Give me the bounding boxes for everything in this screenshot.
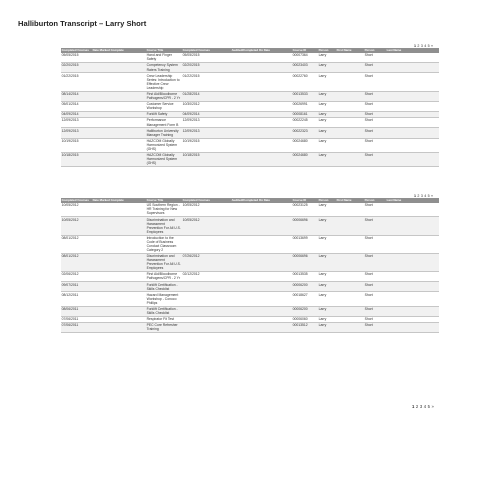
spacer-cell — [386, 101, 439, 111]
spacer-cell — [92, 282, 146, 292]
course-title-cell[interactable]: PEC Core Refresher Training — [146, 323, 182, 333]
table-row — [61, 138, 439, 152]
date-marked-complete-cell: 08/12/2011 — [61, 292, 92, 306]
column-header[interactable]: Last Name — [386, 48, 439, 53]
course-title-cell[interactable]: Forklift Certification - Skills Checklist — [146, 306, 182, 316]
last-name-cell: Short — [364, 73, 386, 91]
date-marked-complete-cell: 12/09/2013 — [61, 118, 92, 128]
column-header[interactable]: Completed Courses — [182, 48, 231, 53]
spacer-cell — [386, 306, 439, 316]
table-row — [61, 235, 439, 253]
completed-date-cell: 12/09/2013 — [182, 128, 231, 138]
spacer-cell — [336, 138, 364, 152]
spacer-cell — [92, 63, 146, 73]
last-name-cell: Short — [364, 91, 386, 101]
pager-next-link[interactable]: » — [431, 404, 435, 409]
first-name-cell: Larry — [318, 217, 336, 235]
spacer-cell — [231, 235, 292, 253]
first-name-cell: Larry — [318, 63, 336, 73]
course-id-cell: 00023125 — [292, 203, 318, 217]
course-id-cell: 00024680 — [292, 138, 318, 152]
course-title-cell[interactable]: Discrimination and Harassment Prevention For All U.S. Employees — [146, 254, 181, 271]
spacer-cell — [92, 235, 146, 253]
spacer-cell — [386, 292, 439, 306]
spacer-cell — [92, 203, 146, 217]
column-header[interactable]: Course Title — [146, 198, 182, 203]
course-id-cell: 00013699 — [292, 235, 318, 253]
spacer-cell — [336, 203, 364, 217]
spacer-cell — [386, 152, 439, 166]
course-id-cell: 00024680 — [292, 152, 318, 166]
first-name-cell: Larry — [318, 118, 336, 128]
pager-page-4[interactable]: 4 — [424, 44, 427, 48]
pager-page-3[interactable]: 3 — [420, 44, 424, 48]
spacer-cell — [92, 323, 146, 333]
table-row — [61, 91, 439, 101]
table-row — [61, 272, 439, 282]
first-name-cell: Larry — [318, 272, 336, 282]
course-id-cell: 00023403 — [292, 63, 318, 73]
table-row — [61, 253, 439, 271]
date-marked-complete-cell: 10/05/2012 — [61, 203, 92, 217]
course-title-cell[interactable]: Performance Management Form B — [146, 118, 182, 128]
spacer-cell — [231, 272, 292, 282]
course-title-cell[interactable]: Hand and Finger Safety — [146, 53, 182, 63]
completed-date-cell — [182, 282, 231, 292]
course-title-cell[interactable]: US Southern Region - HR Training for New Supervisors — [146, 203, 182, 217]
course-id-cell: 00018627 — [292, 292, 318, 306]
spacer-cell — [231, 138, 292, 152]
course-id-cell: 00013512 — [292, 323, 318, 333]
pager-page-1[interactable]: 1 — [412, 404, 415, 409]
spacer-cell — [386, 63, 439, 73]
last-name-cell: Short — [364, 316, 386, 322]
spacer-cell — [231, 282, 292, 292]
last-name-cell: Short — [364, 203, 386, 217]
spacer-cell — [336, 128, 364, 138]
completed-date-cell: 02/12/2012 — [182, 272, 231, 282]
pager-page-5[interactable]: 5 — [427, 194, 430, 198]
last-name-cell: Short — [364, 128, 386, 138]
spacer-cell — [231, 203, 292, 217]
first-name-cell: Larry — [318, 235, 336, 253]
spacer-cell — [92, 73, 146, 91]
course-id-cell: 00006060 — [292, 316, 318, 322]
spacer-cell — [336, 91, 364, 101]
spacer-cell — [231, 152, 292, 166]
course-id-cell: 00008161 — [292, 112, 318, 118]
course-title-cell[interactable]: Crew Leadership Series: Introduction to Effective Crew Leadership — [146, 73, 182, 91]
last-name-cell: Short — [364, 282, 386, 292]
course-title-cell[interactable]: Competency System Raters Training — [146, 63, 182, 73]
table-row — [61, 101, 439, 111]
last-name-cell: Short — [364, 138, 386, 152]
pager-page-4[interactable]: 4 — [424, 194, 427, 198]
column-header[interactable]: Date Marked Complete — [92, 48, 146, 53]
completed-date-cell: 05/05/2015 — [182, 53, 231, 63]
date-marked-complete-cell: 05/05/2015 — [61, 53, 92, 63]
column-header[interactable]: Completed Courses — [61, 198, 92, 203]
spacer-cell — [231, 217, 292, 235]
column-header[interactable]: Date Marked Complete — [92, 198, 146, 203]
table-row — [61, 118, 439, 128]
pager-next-link[interactable]: » — [431, 44, 434, 48]
table-row — [61, 128, 439, 138]
pager-page-1[interactable]: 1 — [414, 194, 417, 198]
date-marked-complete-cell: 01/22/2015 — [61, 73, 92, 91]
date-marked-complete-cell: 04/09/2014 — [61, 112, 92, 118]
spacer-cell — [231, 128, 292, 138]
spacer-cell — [231, 101, 292, 111]
spacer-cell — [386, 282, 439, 292]
date-marked-complete-cell: 02/06/2012 — [61, 272, 92, 282]
spacer-cell — [231, 63, 292, 73]
spacer-cell — [386, 53, 439, 63]
first-name-cell: Larry — [318, 203, 336, 217]
date-marked-complete-cell: 12/09/2013 — [61, 128, 92, 138]
course-id-cell: 00007364 — [292, 53, 318, 63]
completed-date-cell: 10/19/2015 — [182, 138, 231, 152]
spacer-cell — [386, 128, 439, 138]
date-marked-complete-cell: 10/18/2015 — [61, 152, 92, 166]
spacer-cell — [336, 152, 364, 166]
course-id-cell: 00026991 — [292, 101, 318, 111]
completed-date-cell: 02/20/2015 — [182, 63, 231, 73]
course-id-cell: 00022245 — [292, 118, 318, 128]
course-title-cell[interactable]: Forklift Safety — [146, 112, 182, 118]
completed-date-cell — [182, 292, 231, 306]
course-id-cell: 00006696 — [292, 217, 318, 235]
course-title-cell[interactable]: First Aid/Bloodborne Pathogens/CPR - 2 Yr — [146, 272, 181, 281]
date-marked-complete-cell: 08/01/2012 — [61, 235, 92, 253]
pager-page-1[interactable]: 1 — [414, 44, 417, 48]
table-row — [61, 323, 439, 333]
pager-next-link[interactable]: » — [431, 194, 434, 198]
spacer-cell — [336, 323, 364, 333]
spacer-cell — [231, 53, 292, 63]
last-name-cell: Short — [364, 118, 386, 128]
last-name-cell: Short — [364, 272, 386, 282]
spacer-cell — [386, 235, 439, 253]
pager-page-4[interactable]: 4 — [423, 404, 427, 409]
spacer-cell — [386, 253, 439, 271]
spacer-cell — [336, 272, 364, 282]
pager-page-2[interactable]: 2 — [415, 404, 419, 409]
course-id-cell: 00022760 — [292, 73, 318, 91]
table-row — [61, 53, 439, 63]
pager-bottom[interactable] — [412, 404, 434, 409]
spacer-cell — [92, 91, 146, 101]
completed-date-cell: 10/18/2015 — [182, 152, 231, 166]
pager-page-5[interactable]: 5 — [427, 404, 431, 409]
transcript-table-1 — [61, 48, 439, 167]
completed-date-cell: 10/30/2012 — [182, 101, 231, 111]
spacer-cell — [386, 118, 439, 128]
first-name-cell: Larry — [318, 316, 336, 322]
first-name-cell: Larry — [318, 53, 336, 63]
spacer-cell — [231, 306, 292, 316]
spacer-cell — [336, 118, 364, 128]
last-name-cell: Short — [364, 292, 386, 306]
course-title-cell[interactable]: Introduction to the Code of Business Conduct Classroom Category 2 — [146, 235, 182, 253]
column-header[interactable]: Person — [318, 48, 336, 53]
last-name-cell: Short — [364, 306, 386, 316]
spacer-cell — [336, 292, 364, 306]
last-name-cell: Short — [364, 112, 386, 118]
transcript-table-2 — [61, 198, 439, 333]
spacer-cell — [336, 101, 364, 111]
spacer-cell — [231, 73, 292, 91]
spacer-cell — [336, 217, 364, 235]
course-title-cell[interactable]: Halliburton University Manager Training — [146, 128, 182, 138]
date-marked-complete-cell: 10/19/2015 — [61, 138, 92, 152]
spacer-cell — [231, 91, 292, 101]
spacer-cell — [92, 53, 146, 63]
column-header[interactable]: Last Name — [386, 198, 439, 203]
column-header[interactable]: Person — [318, 198, 336, 203]
spacer-cell — [231, 118, 292, 128]
course-title-cell[interactable]: Hazard Management Workshop - Conoco Phillips — [146, 292, 182, 306]
table-row — [61, 292, 439, 306]
column-header[interactable]: Course ID — [292, 198, 318, 203]
spacer-cell — [386, 73, 439, 91]
last-name-cell: Short — [364, 101, 386, 111]
table-row — [61, 63, 439, 73]
column-header[interactable]: Course Title — [146, 48, 182, 53]
spacer-cell — [231, 323, 292, 333]
course-title-cell[interactable]: HAZCOM Globally Harmonized System (GHS) — [146, 152, 182, 166]
spacer-cell — [92, 217, 146, 235]
first-name-cell: Larry — [318, 152, 336, 166]
spacer-cell — [231, 292, 292, 306]
date-marked-complete-cell: 10/05/2012 — [61, 217, 92, 235]
column-header[interactable]: Completed Courses — [182, 198, 231, 203]
first-name-cell: Larry — [318, 292, 336, 306]
spacer-cell — [92, 152, 146, 166]
date-marked-complete-cell: 08/14/2014 — [61, 91, 92, 101]
pager-page-2[interactable]: 2 — [417, 44, 420, 48]
spacer-cell — [92, 292, 146, 306]
date-marked-complete-cell: 07/06/2011 — [61, 323, 92, 333]
completed-date-cell: 07/26/2012 — [182, 253, 231, 271]
completed-date-cell: 04/09/2014 — [182, 112, 231, 118]
course-title-cell[interactable]: First Aid/Bloodborne Pathogens/CPR - 2 Yr — [146, 91, 181, 100]
column-header[interactable]: Audited/Completed On Date — [231, 198, 292, 203]
spacer-cell — [386, 203, 439, 217]
column-header[interactable]: Audited/Completed On Date — [231, 48, 292, 53]
spacer-cell — [336, 235, 364, 253]
date-marked-complete-cell: 07/06/2011 — [61, 316, 92, 322]
completed-date-cell: 10/05/2012 — [182, 203, 231, 217]
table-row — [61, 282, 439, 292]
spacer-cell — [92, 253, 146, 271]
spacer-cell — [92, 101, 146, 111]
course-title-cell[interactable]: Forklift Certification - Skills Checklist — [146, 282, 182, 292]
last-name-cell: Short — [364, 53, 386, 63]
completed-date-cell: 01/22/2015 — [182, 73, 231, 91]
spacer-cell — [336, 306, 364, 316]
pager-page-3[interactable]: 3 — [420, 194, 424, 198]
course-id-cell: 00022323 — [292, 128, 318, 138]
first-name-cell: Larry — [318, 323, 336, 333]
table-row — [61, 217, 439, 235]
spacer-cell — [386, 138, 439, 152]
column-header[interactable]: First Name — [336, 198, 364, 203]
first-name-cell: Larry — [318, 91, 336, 101]
last-name-cell: Short — [364, 235, 386, 253]
date-marked-complete-cell: 08/06/2011 — [61, 306, 92, 316]
course-title-cell[interactable]: Customer Service Workshop — [146, 101, 182, 111]
pager-page-3[interactable]: 3 — [419, 404, 423, 409]
completed-date-cell — [182, 306, 231, 316]
spacer-cell — [92, 118, 146, 128]
last-name-cell: Short — [364, 323, 386, 333]
first-name-cell: Larry — [318, 138, 336, 152]
column-header[interactable]: Person — [364, 48, 386, 53]
course-id-cell: 00013533 — [292, 91, 318, 101]
date-marked-complete-cell: 08/01/2012 — [61, 253, 92, 271]
column-header[interactable]: Completed Courses — [61, 48, 92, 53]
first-name-cell: Larry — [318, 101, 336, 111]
completed-date-cell — [182, 235, 231, 253]
course-id-cell: 00006200 — [292, 282, 318, 292]
spacer-cell — [92, 138, 146, 152]
spacer-cell — [336, 253, 364, 271]
course-id-cell: 00013535 — [292, 272, 318, 282]
spacer-cell — [386, 272, 439, 282]
page-title: Halliburton Transcript – Larry Short — [18, 19, 147, 28]
spacer-cell — [92, 128, 146, 138]
course-id-cell: 00006696 — [292, 253, 318, 271]
last-name-cell: Short — [364, 217, 386, 235]
spacer-cell — [231, 253, 292, 271]
spacer-cell — [386, 323, 439, 333]
first-name-cell: Larry — [318, 306, 336, 316]
course-title-cell[interactable]: Respirator Fit Test — [146, 316, 182, 322]
spacer-cell — [336, 73, 364, 91]
course-title-cell[interactable]: Discrimination and Harassment Prevention For All U.S. Employees — [146, 217, 181, 234]
last-name-cell: Short — [364, 152, 386, 166]
date-marked-complete-cell: 09/07/2011 — [61, 282, 92, 292]
course-id-cell: 00006200 — [292, 306, 318, 316]
spacer-cell — [336, 282, 364, 292]
last-name-cell: Short — [364, 253, 386, 271]
table-row — [61, 152, 439, 166]
table-row — [61, 73, 439, 91]
completed-date-cell — [182, 323, 231, 333]
last-name-cell: Short — [364, 63, 386, 73]
completed-date-cell: 01/28/2014 — [182, 91, 231, 101]
first-name-cell: Larry — [318, 73, 336, 91]
first-name-cell: Larry — [318, 112, 336, 118]
column-header[interactable]: Course ID — [292, 48, 318, 53]
pager-page-5[interactable]: 5 — [427, 44, 430, 48]
course-title-cell[interactable]: HAZCOM Globally Harmonized System (GHS) — [146, 138, 182, 152]
first-name-cell: Larry — [318, 253, 336, 271]
spacer-cell — [336, 63, 364, 73]
column-header[interactable]: Person — [364, 198, 386, 203]
completed-date-cell: 12/09/2013 — [182, 118, 231, 128]
first-name-cell: Larry — [318, 282, 336, 292]
spacer-cell — [386, 217, 439, 235]
spacer-cell — [92, 306, 146, 316]
table-row — [61, 203, 439, 217]
pager-page-2[interactable]: 2 — [417, 194, 420, 198]
spacer-cell — [92, 272, 146, 282]
date-marked-complete-cell: 02/20/2015 — [61, 63, 92, 73]
spacer-cell — [386, 91, 439, 101]
column-header[interactable]: First Name — [336, 48, 364, 53]
completed-date-cell: 10/05/2012 — [182, 217, 231, 235]
spacer-cell — [336, 53, 364, 63]
table-row — [61, 306, 439, 316]
first-name-cell: Larry — [318, 128, 336, 138]
date-marked-complete-cell: 05/01/2014 — [61, 101, 92, 111]
